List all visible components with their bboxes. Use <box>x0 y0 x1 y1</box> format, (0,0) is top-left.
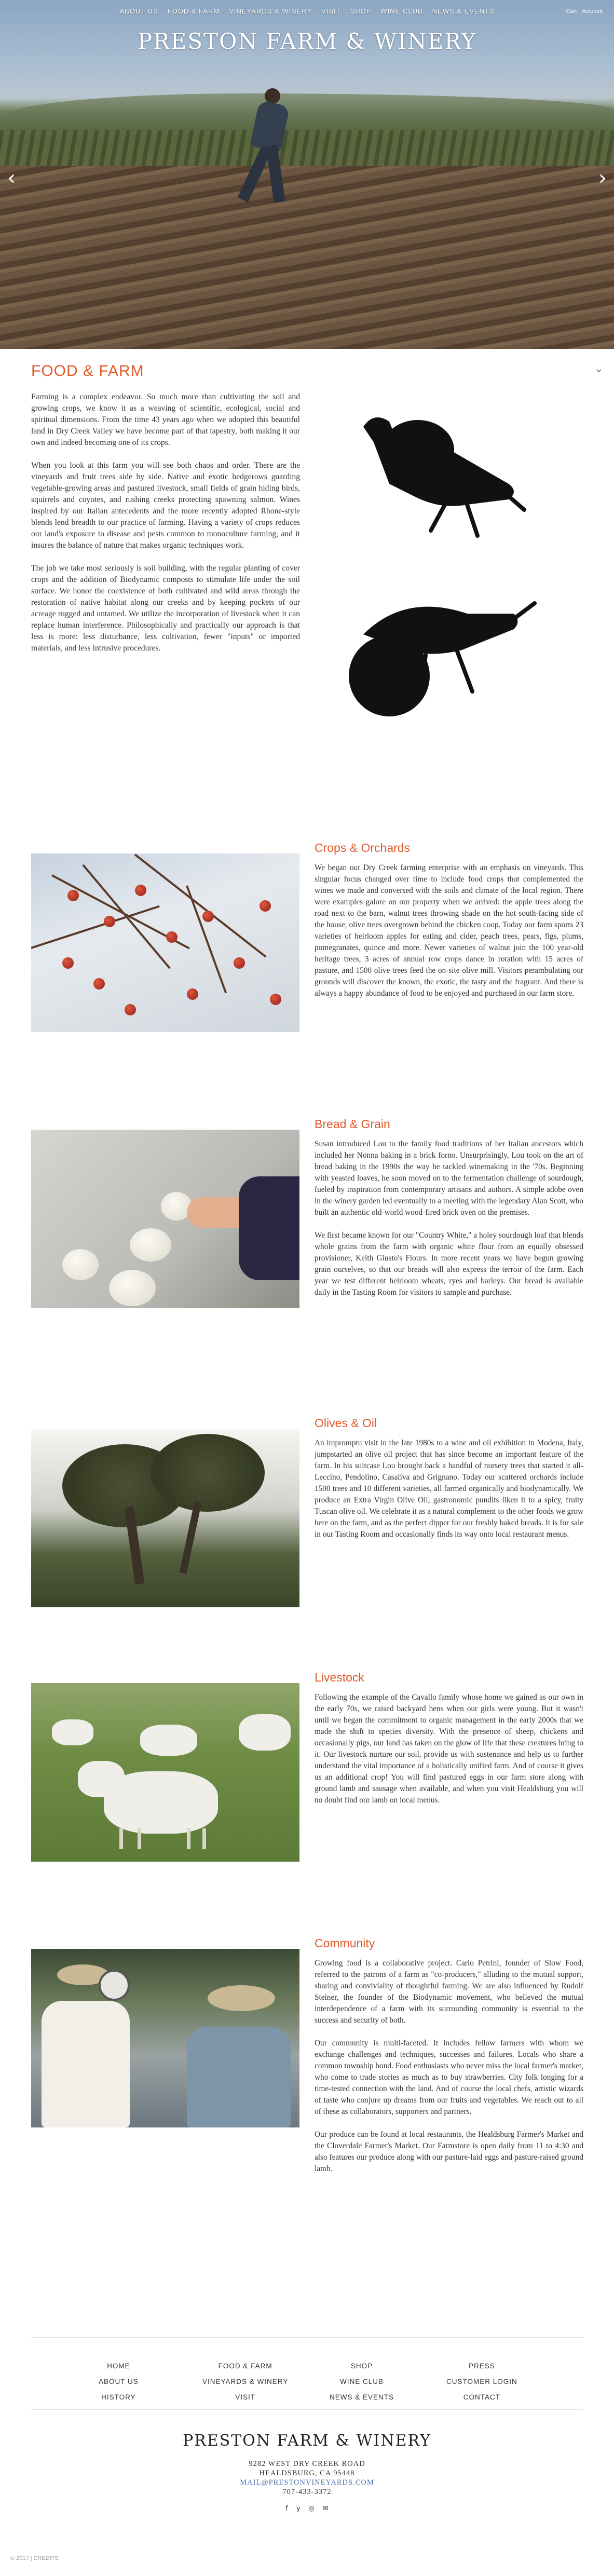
footer-link-history[interactable]: HISTORY <box>101 2393 136 2401</box>
community-paragraph: Our community is multi-faceted. It includes fellow farmers with whom we exchange challenges and techniques, successes and failures. Locals who share a common township bond. Food enthusiasts who never miss the local farmer's market, who come to trade stories as much as to buy strawberries. City folk longing for a time-tested connection with the land. And of course the local chefs, artistic wizards of taste who conjure up dreams from our fruits and vegetables. We reach out to all of these as collaborators, supporters and partners. <box>315 2039 583 2116</box>
utility-links <box>566 8 603 15</box>
footer-link-news-events[interactable]: NEWS & EVENTS <box>330 2393 394 2401</box>
intro-text <box>31 391 300 654</box>
wheelbarrow-illustration-bottom <box>343 572 540 728</box>
crops-photo <box>31 853 299 1032</box>
slider-prev-icon[interactable]: ‹ <box>7 166 16 190</box>
social-links <box>0 2505 614 2513</box>
nav-shop[interactable]: SHOP <box>350 7 372 15</box>
address-line-1: 9282 WEST DRY CREEK ROAD <box>249 2460 365 2468</box>
wheelbarrow-illustration-top <box>343 406 540 562</box>
footer-link-vineyards-winery[interactable]: VINEYARDS & WINERY <box>202 2378 289 2385</box>
bottom-bar <box>0 2555 614 2576</box>
instagram-icon[interactable]: ◎ <box>308 2505 315 2513</box>
bread-content <box>315 1117 583 1310</box>
footer-col-4 <box>446 2358 517 2405</box>
cart-link[interactable]: Cart <box>566 8 577 15</box>
page-title: FOOD & FARM <box>31 362 144 379</box>
footer-address <box>0 2459 614 2497</box>
twitter-icon[interactable]: y <box>296 2505 301 2513</box>
hero-field <box>0 166 614 349</box>
nav-vineyards-winery[interactable]: VINEYARDS & WINERY <box>229 7 312 15</box>
section-crops <box>0 816 614 1096</box>
bread-paragraph: We first became known for our "Country White," a holey sourdough loaf that blends whole grains from the farm with organic white flour from an equally obsessed provisioner, Keith Giusto's Flours. In more recent years we have begun growing grain ourselves, so that our breads will also express the terroir of the farm. Each year we test different heirloom wheats, ryes and barleys. Our bread is available daily in the Tasting Room for visitors to sample and purchase. <box>315 1231 583 1297</box>
main-nav <box>0 7 614 19</box>
footer-logo[interactable]: PRESTON FARM & WINERY <box>183 2432 431 2450</box>
section-community <box>0 1936 614 2337</box>
intro-paragraph: When you look at this farm you will see both chaos and order. There are the vineyards and fruit trees side by side. Native and exotic hedgerows guarding vegetable-growing areas and pastured livestock, small fields of grain hiding birds, squirrels and coyotes, and rushing creeks protecting spawning salmon. Wines inspired by our Italian antecedents and the more recently adopted Rhone-style blends lend breadth to our practice of farming. Having a variety of crops reduces our land's exposure to disease and pests common to monoculture farming, and it insures the balance of nature that makes organic techniques work. <box>31 461 300 550</box>
olives-paragraph: An impromptu visit in the late 1980s to a wine and oil exhibition in Modena, Italy, jumpstarted an olive oil project that has since become an important feature of the farm. In his suitcase Lou brought back a handful of nursery trees that started it all-Leccino, Pendolino, Casaliva and Grignano. Today our scattered orchards include 1500 trees and 10 different varieties, all farmed organically and biodynamically. We produce an Extra Virgin Olive Oil; gastronomic pundits liken it to a spicy, fruity Tuscan olive oil. We celebrate it as a natural complement to the other foods we grow here on the farm, and as the perfect dipper for our freshly baked breads. It is for sale in our Tasting Room and occasionally finds its way onto local restaurant menus. <box>315 1439 583 1539</box>
footer <box>0 2410 614 2555</box>
livestock-heading: Livestock <box>315 1671 364 1684</box>
chevron-down-icon[interactable]: ⌄ <box>594 362 604 375</box>
footer-link-about-us[interactable]: ABOUT US <box>99 2378 139 2385</box>
community-paragraph: Our produce can be found at local restaurants, the Healdsburg Farmer's Market and the Cloverdale Farmer's Market. Our Farmstore is open daily from 11 to 4:30 and also features our produce along with our pasture-laid eggs and pasture-raised ground lamb. <box>315 2130 583 2173</box>
account-link[interactable]: Account <box>582 8 603 15</box>
email-link[interactable]: MAIL@PRESTONVINEYARDS.COM <box>240 2478 374 2487</box>
crops-paragraph: We began our Dry Creek farming enterprise with an emphasis on vineyards. This singular focus changed over time to include food crops that complemented the wines we made and conversed with the soils and climate of the local region. There were examples galore on our property when we arrived: the apple trees along the road next to the barn, walnut trees throwing shade on the hot south-facing side of the house, olive trees overgrown behind the chicken coop. Today our farm sports 23 varieties of heirloom apples for eating and cider, peach trees, pears, figs, plums, pomegranates, quince and more. Newer varieties of walnut join the 100 year-old heritage trees, 3 acres of annual row crops dance in rotation with 15 acres of pasture, and 1500 olive trees feed the on-site olive mill. Visitors perambulating our grounds will discover the known, the exotic, the tasty and the fragrant. And there is always a happy abundance of food to be enjoyed and purchased in our farm store. <box>315 863 583 998</box>
hero-hills <box>0 93 614 135</box>
olives-heading: Olives & Oil <box>315 1416 377 1430</box>
livestock-photo <box>31 1683 299 1862</box>
intro-section <box>0 349 614 816</box>
nav-food-farm[interactable]: FOOD & FARM <box>167 7 220 15</box>
footer-col-3 <box>330 2358 394 2405</box>
copyright-text: © 2017 | CREDITS <box>10 2555 59 2561</box>
community-content <box>315 1936 583 2186</box>
crops-heading: Crops & Orchards <box>315 841 411 855</box>
facebook-icon[interactable]: f <box>285 2505 288 2513</box>
community-heading: Community <box>315 1936 375 1950</box>
mail-icon[interactable]: ✉ <box>322 2505 329 2513</box>
footer-link-shop[interactable]: SHOP <box>350 2362 373 2370</box>
footer-link-contact[interactable]: CONTACT <box>463 2393 500 2401</box>
section-livestock <box>0 1671 614 1943</box>
phone-number: 707-433-3372 <box>282 2488 332 2496</box>
community-photo <box>31 1949 299 2127</box>
bread-paragraph: Susan introduced Lou to the family food traditions of her Italian ancestors which included her Nonna baking in a brick forno. Unsurprisingly, Lou took on the art of bread baking in the 1990s the way he tackled winemaking in the '70s. Beginning with yeasted loaves, he soon moved on to the fermentation challenge of sourdough, fueled by inspiration from contemporary artisans and authors. A simple adobe oven in the winery garden led eventually to a meeting with the legendary Alan Scott, who built an authentic old-world wood-fired brick oven on the premises. <box>315 1140 583 1217</box>
footer-link-wine-club[interactable]: WINE CLUB <box>340 2378 384 2385</box>
footer-link-customer-login[interactable]: CUSTOMER LOGIN <box>446 2378 517 2385</box>
hero-banner <box>0 0 614 349</box>
slider-next-icon[interactable]: › <box>598 166 607 190</box>
footer-link-press[interactable]: PRESS <box>468 2362 495 2370</box>
hero-farmer <box>228 88 301 208</box>
livestock-paragraph: Following the example of the Cavallo family whose home we gained as our own in the early 70s, we raised backyard hens when our girls were young. But it wasn't until we began the commitment to organic management in the early 2000s that we made the shift to species diversity. With the presence of sheep, chickens and occasionally pigs, our land has taken on the glow of life that these creatures bring to it. Our livestock nurture our soil, provide us with sustenance and help us to further understand the vital importance of a holistically unified farm. And of course it gives us an additional crop! You will find pastured eggs in our farm store along with ground lamb and sausage when available, and when you visit Healdsburg you will no doubt find our lamb on local menus. <box>315 1693 583 1805</box>
olives-photo <box>31 1429 299 1607</box>
crops-content <box>315 841 583 1011</box>
address-line-2: HEALDSBURG, CA 95448 <box>259 2469 355 2477</box>
footer-col-1 <box>99 2358 139 2405</box>
footer-link-visit[interactable]: VISIT <box>235 2393 256 2401</box>
footer-link-home[interactable]: HOME <box>107 2362 130 2370</box>
site-logo[interactable]: PRESTON FARM & WINERY <box>137 29 477 54</box>
section-olives <box>0 1416 614 1683</box>
nav-wine-club[interactable]: WINE CLUB <box>380 7 423 15</box>
olives-content <box>315 1416 583 1552</box>
nav-about-us[interactable]: ABOUT US <box>119 7 158 15</box>
footer-nav <box>31 2337 583 2410</box>
footer-link-food-farm[interactable]: FOOD & FARM <box>218 2362 272 2370</box>
livestock-content <box>315 1671 583 1818</box>
nav-news-events[interactable]: NEWS & EVENTS <box>432 7 495 15</box>
community-paragraph: Growing food is a collaborative project. Carlo Petrini, founder of Slow Food, referred to the patrons of a farm as "co-producers," alluding to the mutual support, sharing and conviviality of thoughtful farming. We are also influenced by Rudolf Steiner, the founder of the Biodynamic movement, who believed the mutual interdependence of a farm with its surrounding community is essential to the success and security of both. <box>315 1959 583 2025</box>
bread-heading: Bread & Grain <box>315 1117 390 1131</box>
intro-paragraph: The job we take most seriously is soil building, with the regular planting of cover crops and the addition of Biodynamic composts to stimulate life under the soil surface. We honor the coexistence of both cultivated and wild areas through the restoration of native habitat along our creeks and by keeping pockets of our acreage rugged and untamed. We utilize the incorporation of livestock when it can replace human interference. Philosophically and practically our approach is that less is more: less disturbance, less cultivation, fewer "inputs" or imported materials, and less intrusive procedures. <box>31 564 300 653</box>
footer-col-2 <box>202 2358 288 2405</box>
intro-paragraph: Farming is a complex endeavor. So much more than cultivating the soil and growing crops, we know it as a weaving of scientific, ecological, social and spiritual dimensions. From the time 43 years ago when we adopted this beautiful land in Dry Creek Valley we have become part of that tapestry, both making it our own and indeed becoming one of its crops. <box>31 392 300 447</box>
nav-visit[interactable]: VISIT <box>321 7 341 15</box>
bread-photo <box>31 1130 299 1308</box>
section-bread <box>0 1096 614 1423</box>
